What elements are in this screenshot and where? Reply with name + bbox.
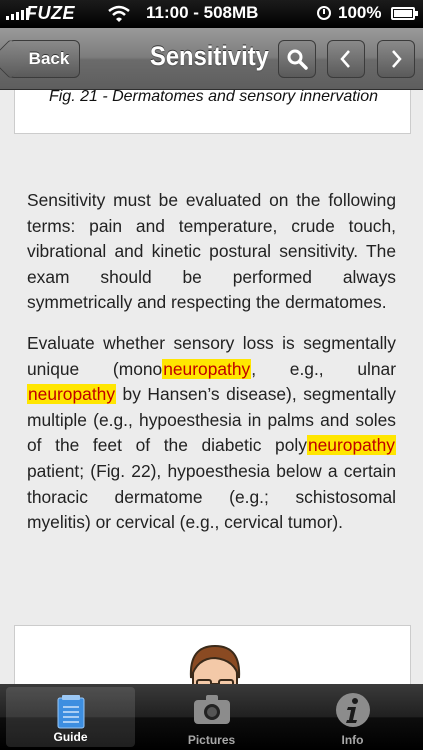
- search-highlight: neuropathy: [163, 358, 251, 379]
- back-button[interactable]: [8, 40, 80, 78]
- tab-bar: [0, 684, 423, 750]
- battery-percent: 100%: [338, 3, 382, 22]
- notepad-icon: [56, 695, 86, 729]
- previous-page-button[interactable]: [327, 40, 365, 78]
- carrier-name: FUZE: [26, 3, 75, 23]
- tab-label: Info: [341, 733, 364, 747]
- back-arrow-shape: [0, 39, 30, 79]
- figure-caption: Fig. 21 - Dermatomes and sensory innervation: [48, 90, 379, 105]
- paragraph-evaluate: [27, 331, 396, 536]
- status-bar: [0, 0, 423, 28]
- tab-label: Guide: [53, 730, 88, 744]
- search-highlight: neuropathy: [307, 435, 395, 456]
- patient-illustration: [175, 642, 255, 684]
- tab-guide[interactable]: [6, 687, 135, 747]
- alarm-clock-icon: [317, 6, 331, 20]
- chevron-right-icon: [387, 48, 405, 70]
- status-time: 11:00 - 508MB: [146, 3, 259, 22]
- camera-icon: [193, 692, 231, 726]
- battery-icon: [391, 7, 415, 20]
- search-button[interactable]: [278, 40, 316, 78]
- page-title: Sensitivity: [150, 41, 269, 71]
- text-run: Evaluate whether sensory loss is segmentally unique (mono: [27, 332, 396, 379]
- search-icon: [286, 48, 308, 70]
- figure-22-card: [14, 625, 411, 684]
- guide-content[interactable]: [0, 90, 423, 684]
- tab-info[interactable]: [282, 684, 423, 750]
- text-run: by Hansen’s disease), segmentally multiple (e.g., hypoesthesia in palms and soles of the feet of the diabetic poly: [27, 384, 396, 456]
- next-page-button[interactable]: [377, 40, 415, 78]
- navigation-bar: [0, 28, 423, 90]
- tab-pictures[interactable]: [141, 684, 282, 750]
- article-text: [27, 188, 396, 536]
- tab-label: Pictures: [187, 733, 236, 747]
- chevron-left-icon: [337, 48, 355, 70]
- wifi-icon: [108, 5, 130, 23]
- figure-21-card: [14, 90, 411, 134]
- paragraph-sensitivity: Sensitivity must be evaluated on the following terms: pain and temperature, crude touch, vibrational and kinetic postural sensitivity. The exam should be performed always symmetrically and respecting the dermatomes.: [27, 190, 396, 313]
- text-run: patient; (Fig. 22), hypoesthesia below a certain thoracic dermatome (e.g.; schistosomal myelitis) or cervical (e.g., cervical tumor).: [27, 460, 396, 533]
- search-highlight: neuropathy: [28, 384, 116, 405]
- back-button-label: Back: [28, 49, 70, 68]
- text-run: , e.g., ulnar: [251, 358, 396, 379]
- info-icon: [334, 692, 372, 728]
